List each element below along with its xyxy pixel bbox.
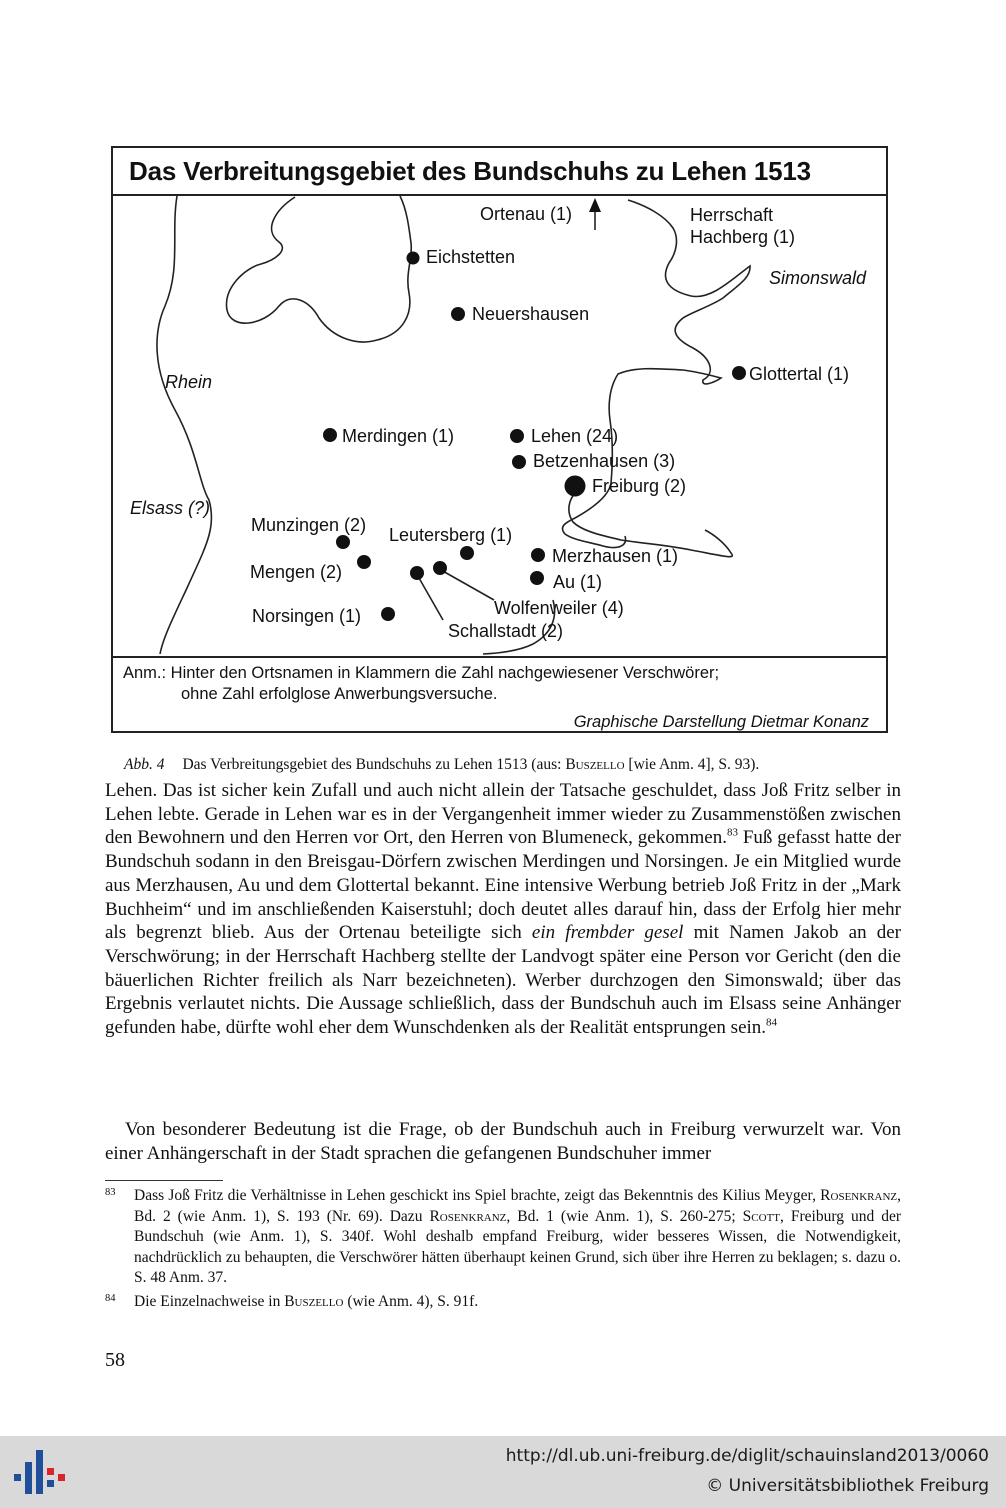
place-label-leutersberg: Leutersberg (1) [389, 525, 513, 545]
merdingen-dot [323, 428, 337, 442]
place-label-au: Au (1) [553, 572, 603, 592]
footnote-ref-83[interactable]: 83 [726, 827, 738, 840]
footer-url-link[interactable]: http://dl.ub.uni-freiburg.de/diglit/schauinsland2013/0060 [505, 1446, 989, 1466]
footnote-84-text-b: (wie Anm. 4), S. 91f. [343, 1293, 479, 1310]
schallstadt-leader-line [419, 578, 443, 620]
body-paragraph-1 [105, 779, 901, 1040]
figure-caption-author: Buszello [565, 756, 625, 773]
place-label-eichstetten: Eichstetten [426, 247, 516, 267]
freiburg-dot [565, 476, 586, 497]
place-label-glottertal: Glottertal (1) [749, 364, 850, 384]
footnote-83-author-1: Rosenkranz [820, 1187, 898, 1204]
footnote-84 [105, 1292, 901, 1313]
place-label-schallstadt: Schallstadt (2) [448, 621, 564, 641]
figure-caption-label: Abb. 4 [124, 756, 165, 773]
place-label-merdingen: Merdingen (1) [342, 426, 455, 446]
ortenau-arrowhead [589, 198, 601, 212]
betzenhausen-dot [512, 455, 526, 469]
footnote-83-author-3: Scott [742, 1207, 781, 1225]
footnote-84-author: Buszello [284, 1293, 344, 1310]
map-note-box [113, 656, 886, 731]
wolfenweiler-dot [433, 561, 447, 575]
map-note-line-1: Anm.: Hinter den Ortsnamen in Klammern die Zahl nachgewiesener Verschwörer; [123, 664, 720, 682]
logo-bar-4 [47, 1468, 54, 1475]
figure-caption [124, 756, 759, 774]
logo-bar-5 [47, 1480, 54, 1487]
body-paragraph-1-part-b: Fuß gefasst hatte der Bundschuh sodann in den Breisgau-Dörfern zwischen Merdingen und Norsingen. Je ein Mitglied wurde aus Merzhausen, Au und dem Glottertal bekannt. Eine intensive Werbung betrieb Joß Fritz in der „Mark Buchheim“ und im anschließenden Kaiserstuhl; doch deutet alles darauf hin, dass der Erfolg hier mehr als begrenzt blieb. Aus der Ortenau beteiligte sich [105, 827, 901, 944]
logo-bar-1 [14, 1474, 21, 1481]
footnote-83-author-2: Rosenkranz [429, 1207, 507, 1225]
footnote-84-number: 84 [105, 1293, 116, 1304]
place-label-simonswald: Simonswald [769, 268, 867, 288]
place-label-munzingen: Munzingen (2) [251, 515, 367, 535]
mengen-dot [357, 555, 371, 569]
place-label-betzenhausen: Betzenhausen (3) [533, 451, 676, 471]
footnote-83-number: 83 [105, 1187, 116, 1198]
eichstetten-dot [407, 252, 420, 265]
footnote-ref-84[interactable]: 84 [766, 1016, 778, 1029]
footnote-83-text-b: , Bd. 2 (wie Anm. 1), S. 193 (Nr. 69). Dazu [134, 1187, 901, 1225]
logo-bar-2 [25, 1462, 32, 1494]
library-logo-icon [12, 1444, 68, 1500]
footnote-84-text [134, 1292, 901, 1313]
page-number: 58 [105, 1349, 125, 1371]
glottertal-dot [732, 366, 746, 380]
figure-caption-text: Das Verbreitungsgebiet des Bundschuhs zu Lehen 1513 (aus: [182, 756, 566, 773]
place-label-rhein: Rhein [165, 372, 213, 392]
map-drawing [113, 148, 886, 656]
schallstadt-dot [410, 566, 424, 580]
lehen-dot [510, 429, 524, 443]
wolfenweiler-leader-line [441, 570, 494, 600]
footnote-84-text-a: Die Einzelnachweise in [134, 1293, 285, 1310]
place-label-herrschaft: Herrschaft [690, 205, 774, 225]
footnote-83-text-a: Dass Joß Fritz die Verhältnisse in Lehen geschickt ins Spiel brachte, zeigt das Bekenntnis des Kilius Meyger, [134, 1187, 821, 1204]
place-label-ortenau: Ortenau (1) [480, 204, 573, 224]
place-label-mengen: Mengen (2) [250, 562, 343, 582]
body-paragraph-1-part-a: Lehen. Das ist sicher kein Zufall und auch nicht allein der Tatsache geschuldet, dass Joß Fritz selber in Lehen lebte. Gerade in Lehen war es in der Vergangenheit immer wieder zu Zusammenstößen zwischen den Bewohnern und den Herren vor Ort, den Herren von Blumeneck, gekommen. [105, 780, 901, 849]
map-figure [111, 146, 888, 733]
leutersberg-dot [460, 546, 474, 560]
place-label-merzhausen: Merzhausen (1) [552, 546, 679, 566]
map-title: Das Verbreitungsgebiet des Bundschuhs zu Lehen 1513 [129, 156, 811, 186]
digital-library-footer [0, 1436, 1006, 1508]
body-paragraph-2: Von besonderer Bedeutung ist die Frage, ob der Bundschuh auch in Freiburg verwurzelt war. Von einer Anhängerschaft in der Stadt sprachen die gefangenen Bundschuher immer [105, 1119, 901, 1164]
map-note-line-2: ohne Zahl erfolglose Anwerbungsversuche. [181, 685, 498, 703]
place-label-norsingen: Norsingen (1) [252, 606, 362, 626]
merzhausen-dot [531, 548, 545, 562]
au-dot [530, 571, 544, 585]
footnote-separator [105, 1180, 223, 1181]
neuershausen-dot [451, 307, 465, 321]
logo-bar-3 [36, 1450, 43, 1494]
rhine-river-line [157, 196, 212, 654]
footer-copyright: © Universitätsbibliothek Freiburg [706, 1476, 989, 1496]
body-paragraph-1-quote: ein frembder gesel [531, 922, 684, 944]
place-label-freiburg: Freiburg (2) [592, 476, 687, 496]
logo-bar-6 [58, 1474, 65, 1481]
kaiserstuhl-outline [227, 196, 412, 342]
place-label-neuershausen: Neuershausen [472, 304, 590, 324]
norsingen-dot [381, 607, 395, 621]
figure-caption-reference: [wie Anm. 4], S. 93). [624, 756, 760, 773]
footnote-83 [105, 1186, 901, 1289]
place-label-wolfenweiler: Wolfenweiler (4) [494, 598, 624, 618]
place-label-elsass: Elsass (?) [130, 498, 211, 518]
footnote-83-text-c: , Bd. 1 (wie Anm. 1), S. 260-275; [506, 1207, 743, 1225]
place-label-lehen: Lehen (24) [531, 426, 619, 446]
footnote-83-text-d: , Freiburg und der Bundschuh (wie Anm. 1), S. 340f. Wohl deshalb empfand Freiburg, wider besseres Wissen, die Notwendigkeit, nachdrücklich zu behaupten, die Verschwörer hätten überhaupt keinen Grund, sich über ihre Herren zu beklagen; s. dazu o. S. 48 Anm. 37. [134, 1207, 901, 1286]
munzingen-dot [336, 535, 350, 549]
body-paragraph-1-part-c: mit Namen Jakob an der Verschwörung; in der Herrschaft Hachberg stellte der Landvogt später eine Person vor Gericht (den die bäuerlichen Richter freilich als Narr bezeichneten). Werber durchzogen den Simonswald; über das Ergebnis verlautet nichts. Die Aussage schließlich, dass der Bundschuh auch im Elsass seine Anhänger gefunden habe, dürfte wohl eher dem Wunschdenken als der Realität entsprungen sein. [105, 922, 902, 1039]
map-credit: Graphische Darstellung Dietmar Konanz [573, 713, 869, 731]
footnote-83-text [134, 1186, 901, 1289]
place-label-hachberg: Hachberg (1) [690, 227, 796, 247]
